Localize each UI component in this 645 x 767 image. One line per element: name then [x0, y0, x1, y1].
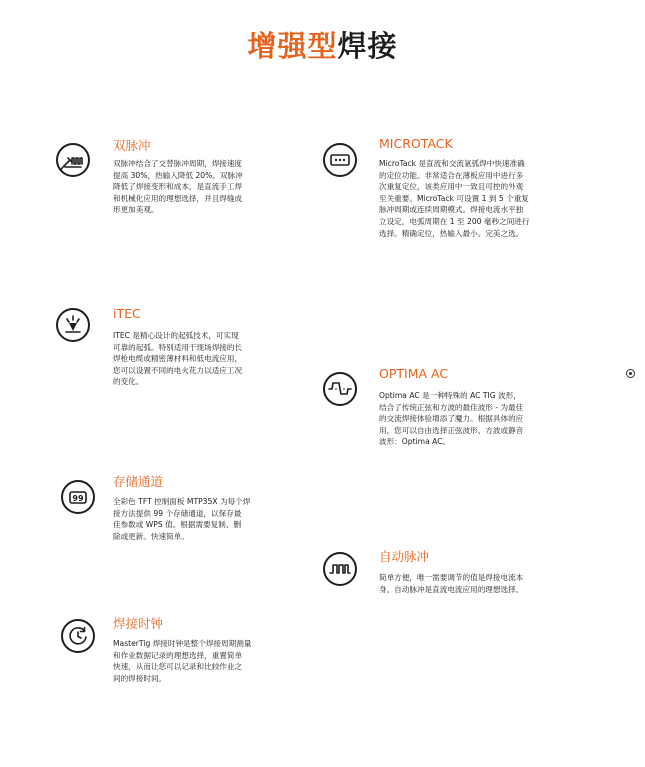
- description-line: 和作业数据记录的理想选择，重置简单: [113, 650, 243, 660]
- description-line: 全彩色 TFT 控制面板 MTP35X 为每个焊: [113, 497, 251, 506]
- feature-description: [379, 390, 523, 448]
- description-line: MasterTig 焊接时钟是整个焊接周期测量: [113, 639, 252, 648]
- description-line: 除或更新。快速简单。: [113, 531, 189, 541]
- feature-description: [379, 572, 523, 595]
- description-line: 提高 30%，热输入降低 20%。双脉冲: [113, 170, 243, 180]
- description-line: 间的焊接时间。: [113, 673, 167, 683]
- feature-description: [113, 496, 250, 542]
- description-line: 佳参数或 WPS 值。根据需要复制、删: [113, 520, 242, 530]
- description-line: 结合了传统正弦和方波的最佳波形 - 为最佳: [379, 402, 524, 412]
- feature-description: [379, 158, 529, 239]
- auto-pulse-wave-icon: [323, 552, 357, 586]
- page-title-accent: 增强型: [247, 29, 338, 63]
- optima-ac-waveform-icon: [323, 372, 357, 406]
- feature-description: [113, 330, 242, 388]
- feature-description: [113, 158, 243, 216]
- description-line: 快速，从而让您可以记录和比较作业之: [113, 662, 243, 672]
- description-line: 的交流焊接体验增添了魔力。根据具体的应: [379, 414, 524, 424]
- description-line: 和机械化应用的理想选择，并且焊缝成: [113, 193, 243, 203]
- description-line: 接方法提供 99 个存储通道，以保存最: [113, 508, 242, 518]
- feature-title: 存储通道: [113, 474, 164, 489]
- description-line: MicroTack 是直流和交流氩弧焊中快速准确: [379, 159, 525, 168]
- description-line: 波形：Optima AC。: [379, 437, 451, 447]
- description-line: 至关重要。MicroTack 可设置 1 到 5 个重复: [379, 193, 529, 203]
- arc-ignition-icon: [56, 308, 90, 342]
- svg-text:99: 99: [72, 493, 84, 503]
- description-line: 身。自动脉冲是直流电流应用的理想选择。: [379, 584, 524, 594]
- dual-pulse-torch-icon: [56, 143, 90, 177]
- feature-title: 自动脉冲: [379, 549, 430, 564]
- description-line: 焊枪电缆或精密薄材料和低电流应用，: [113, 354, 243, 364]
- description-line: 用，您可以自由选择正弦波形、方波或静音: [379, 425, 524, 435]
- description-line: 脉冲周期或连续周期模式。焊接电流水平独: [379, 205, 524, 215]
- description-line: 的定位功能。非常适合在薄板应用中进行多: [379, 170, 524, 180]
- description-line: Optima AC 是一种特殊的 AC TIG 波形，: [379, 391, 521, 400]
- description-line: 次重复定位，该类应用中一致且可控的外观: [379, 182, 524, 192]
- feature-title: iTEC: [113, 306, 141, 321]
- description-line: 选择。精确定位，热输入最小。完美之选。: [379, 228, 524, 238]
- feature-title: 双脉冲: [113, 138, 151, 153]
- description-line: ITEC 是精心设计的起弧技术，可实现: [113, 331, 239, 340]
- microtack-dots-icon: [323, 143, 357, 177]
- feature-description: [113, 638, 251, 684]
- feature-title: OPTIMA AC: [379, 366, 449, 381]
- description-line: 的变化。: [113, 377, 144, 387]
- page-title: [0, 24, 645, 65]
- description-line: 您可以设置不同的电火花力以适应工况: [113, 365, 243, 375]
- memory-99-icon: [61, 480, 95, 514]
- description-line: 可靠的起弧。特别适用于现场焊接的长: [113, 342, 243, 352]
- description-line: 简单方便，唯一需要调节的值是焊接电流本: [379, 573, 524, 582]
- weld-clock-icon: [61, 619, 95, 653]
- page-title-rest: 焊接: [337, 29, 398, 63]
- feature-title: 焊接时钟: [113, 616, 164, 631]
- feature-title: MICROTACK: [379, 136, 453, 151]
- description-line: 双脉冲结合了交替脉冲周期，焊接速度: [113, 159, 243, 168]
- description-line: 立设定，电弧周期在 1 至 200 毫秒之间进行: [379, 216, 530, 226]
- description-line: 降低了焊接变形和成本，是直流手工焊: [113, 182, 243, 192]
- registration-mark-icon: [626, 369, 635, 378]
- description-line: 形更加美观。: [113, 205, 159, 215]
